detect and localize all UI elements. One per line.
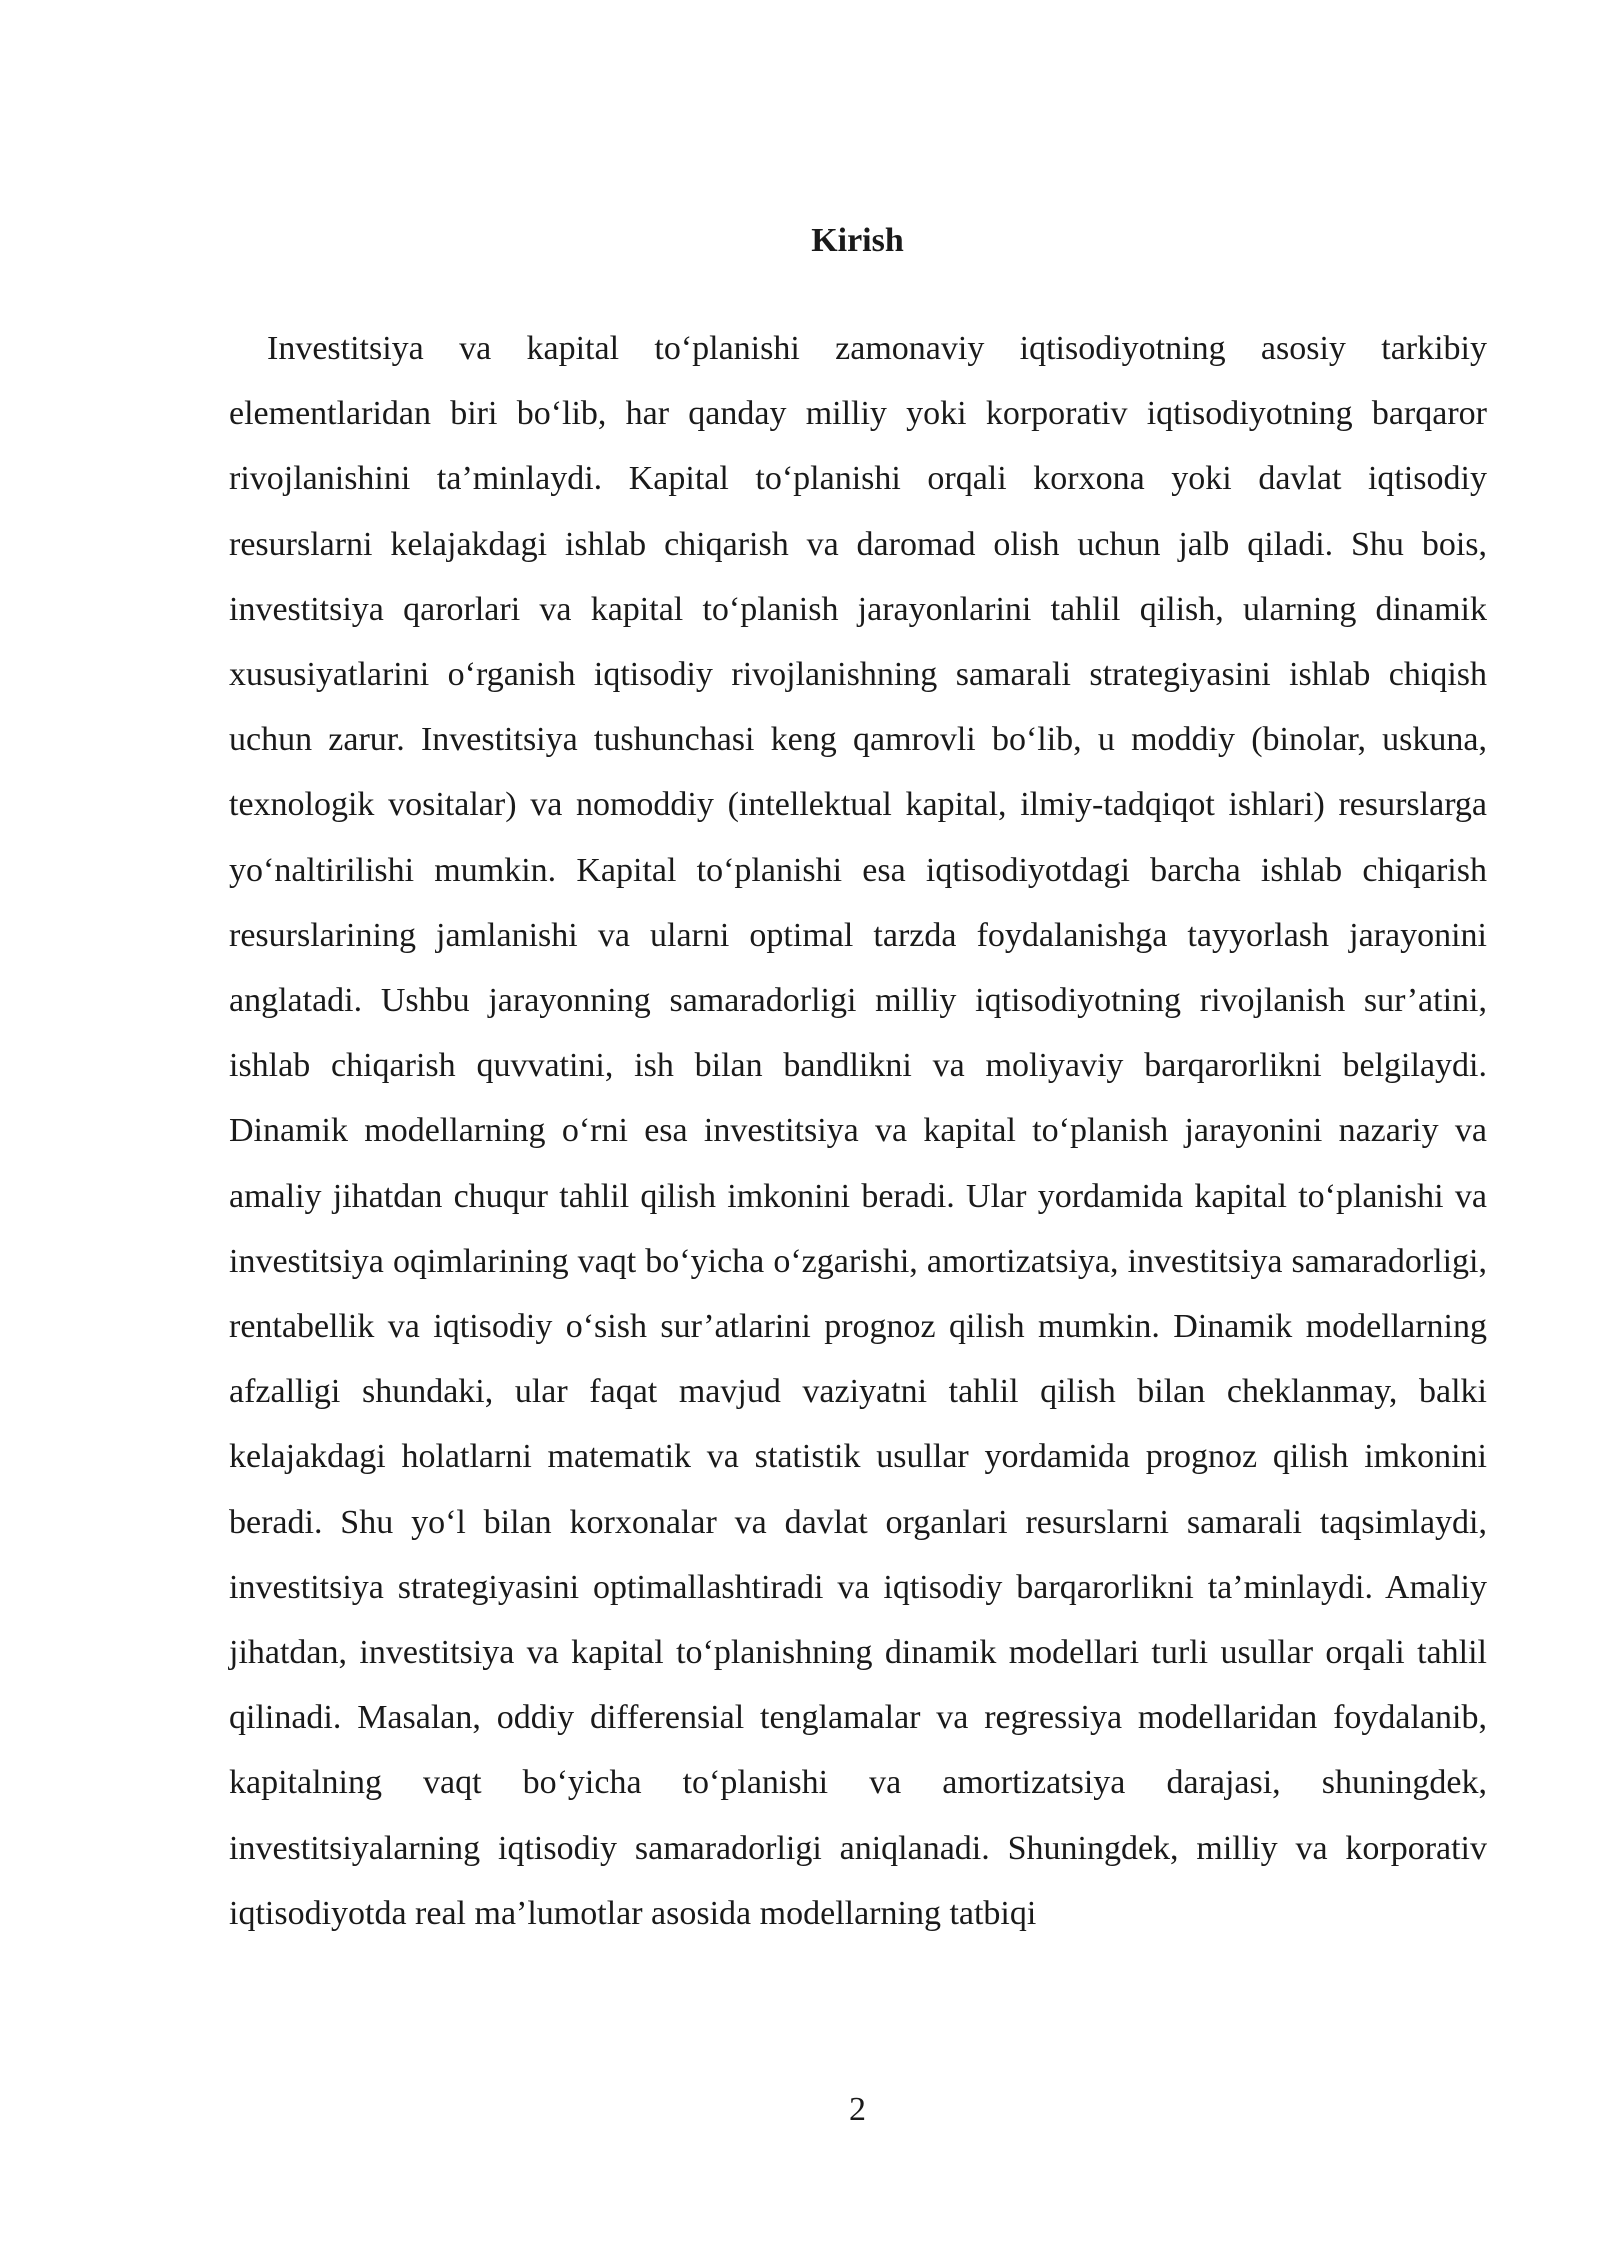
section-title: Kirish [811, 222, 904, 259]
body-paragraph: Investitsiya va kapital to‘planishi zamonaviy iqtisodiyotning asosiy tarkibiy elementlaridan biri bo‘lib, har qanday milliy yoki korporativ iqtisodiyotning barqaror rivojlanishini ta’minlaydi. Kapital to‘planishi orqali korxona yoki davlat iqtisodiy resurslarni kelajakdagi ishlab chiqarish va daromad olish uchun jalb qiladi. Shu bois, investitsiya qarorlari va kapital to‘planish jarayonlarini tahlil qilish, ularning dinamik xususiyatlarini o‘rganish iqtisodiy rivojlanishning samarali strategiyasini ishlab chiqish uchun zarur. Investitsiya tushunchasi keng qamrovli bo‘lib, u moddiy (binolar, uskuna, texnologik vositalar) va nomoddiy (intellektual kapital, ilmiy-tadqiqot ishlari) resurslarga yo‘naltirilishi mumkin. Kapital to‘planishi esa iqtisodiyotdagi barcha ishlab chiqarish resurslarining jamlanishi va ularni optimal tarzda foydalanishga tayyorlash jarayonini anglatadi. Ushbu jarayonning samaradorligi milliy iqtisodiyotning rivojlanish sur’atini, ishlab chiqarish quvvatini, ish bilan bandlikni va moliyaviy barqarorlikni belgilaydi. Dinamik modellarning o‘rni esa investitsiya va kapital to‘planish jarayonini nazariy va amaliy jihatdan chuqur tahlil qilish imkonini beradi. Ular yordamida kapital to‘planishi va investitsiya oqimlarining vaqt bo‘yicha o‘zgarishi, amortizatsiya, investitsiya samaradorligi, rentabellik va iqtisodiy o‘sish sur’atlarini prognoz qilish mumkin. Dinamik modellarning afzalligi shundaki, ular faqat mavjud vaziyatni tahlil qilish bilan cheklanmay, balki kelajakdagi holatlarni matematik va statistik usullar yordamida prognoz qilish imkonini beradi. Shu yo‘l bilan korxonalar va davlat organlari resurslarni samarali taqsimlaydi, investitsiya strategiyasini optimallashtiradi va iqtisodiy barqarorlikni ta’minlaydi. Amaliy jihatdan, investitsiya va kapital to‘planishning dinamik modellari turli usullar orqali tahlil qilinadi. Masalan, oddiy differensial tenglamalar va regressiya modellaridan foydalanib, kapitalning vaqt bo‘yicha to‘planishi va amortizatsiya darajasi, shuningdek, investitsiyalarning iqtisodiy samaradorligi aniqlanadi. Shuningdek, milliy va korporativ iqtisodiyotda real ma’lumotlar asosida modellarning tatbiqi [229, 330, 1487, 1932]
page-number: 2 [849, 2091, 866, 2128]
